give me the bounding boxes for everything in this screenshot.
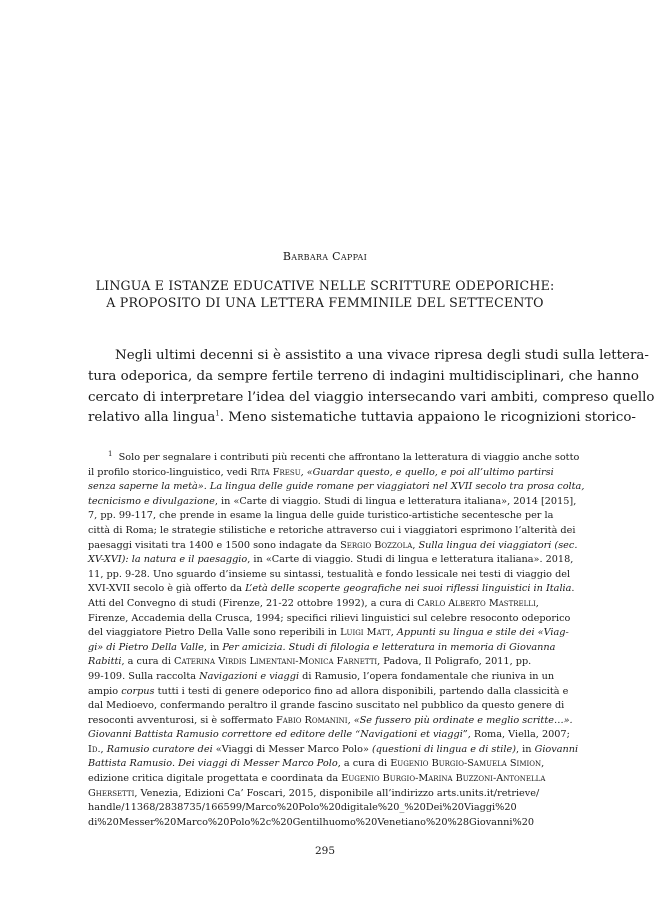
cited-author: Rita Fresu [250, 466, 301, 478]
body-line-1: Negli ultimi decenni si è assistito a una vivace ripresa degli studi sulla lettera- [115, 348, 649, 363]
footnote-1 [88, 449, 585, 830]
cited-author: Id. [88, 743, 101, 755]
cited-author: Luigi Matt [340, 627, 391, 639]
footnote-line [88, 466, 562, 481]
cited-author: Fabio Romanini [276, 714, 348, 726]
footnote-text: , in «Carte di viaggio. Studi di lingua e letteratura italiana». 2018, [247, 554, 574, 566]
cited-title: Appunti su lingua e stile dei «Viag- [396, 627, 569, 639]
footnote-line: dal Medioevo, confermando peraltro il grande fascino suscitato nel pubblico da questo genere di [88, 700, 565, 712]
footnote-text: , in «Carte di viaggio. Studi di lingua e letteratura italiana», 2014 [2015], [214, 495, 577, 507]
footnote-line [88, 772, 562, 787]
footnote-text: resoconti avventurosi, si è soffermato [88, 714, 277, 726]
footnote-text: , a cura di [121, 656, 175, 668]
cited-author: Ghersetti [88, 787, 135, 799]
footnote-text: , in [203, 641, 223, 653]
cited-author: Carlo Alberto Mastrelli [417, 597, 536, 609]
footnote-line [88, 787, 562, 802]
footnote-line: di%20Messer%20Marco%20Polo%2c%20Gentilhuomo%20Venetiano%20%28Giovanni%20 [88, 816, 535, 828]
cited-title: XV-XVI): la natura e il paesaggio [88, 554, 248, 566]
cited-title: Ramusio curatore dei [106, 743, 213, 755]
cited-author: Caterina Virdis Limentani-Monica Farnetti [174, 656, 378, 668]
footnote-text: del viaggiatore Pietro Della Valle sono reperibili in [88, 627, 341, 639]
cited-author: Eugenio Burgio-Samuela Simion [390, 758, 542, 770]
cited-title: tecnicismo e divulgazione [88, 495, 215, 507]
footnote-line [88, 743, 579, 758]
footnote-line: handle/11368/2838735/166599/Marco%20Polo%20digitale%20_%20Dei%20Viaggi%20 [88, 802, 517, 814]
footnote-line [88, 670, 562, 685]
footnote-text: di Ramusio, l’opera fondamentale che riuniva in un [299, 670, 555, 682]
footnote-line [88, 597, 562, 612]
footnote-text: , [100, 743, 107, 755]
footnote-line [88, 495, 577, 510]
footnote-text: , [535, 597, 539, 609]
footnote-text: , [390, 627, 397, 639]
title-line-1: LINGUA E ISTANZE EDUCATIVE NELLE SCRITTURE ODEPORICHE: [95, 278, 555, 293]
footnote-text: . [571, 583, 575, 595]
title-line-2: A PROPOSITO DI UNA LETTERA FEMMINILE DEL SETTECENTO [106, 295, 544, 310]
cited-title: Per amicizia. Studi di filologia e letteratura in memoria di Giovanna [222, 641, 556, 653]
footnote-line [88, 757, 562, 772]
footnote-line [88, 582, 575, 597]
cited-title: Rabitti [88, 656, 122, 668]
body-paragraph [88, 346, 654, 429]
footnote-line: 11, pp. 9-28. Uno sguardo d’insieme su sintassi, testualità e fondo lessicale nei testi di viaggio del [88, 568, 571, 580]
body-line-4-text: relativo alla lingua [88, 410, 216, 426]
footnote-text: , in [516, 743, 535, 755]
cited-title: Battista Ramusio. Dei viaggi di Messer Marco Polo [88, 758, 338, 770]
cited-title: , «Guardar questo, e quello, e poi all’ultimo partirsi [300, 466, 554, 478]
footnote-line [88, 655, 562, 670]
footnote-text: XVI-XVII secolo è già offerto da [88, 583, 246, 595]
footnote-line [88, 449, 580, 466]
footnote-text: 99-109. Sulla raccolta [88, 670, 200, 682]
cited-author: Sergio Bozzola [340, 539, 413, 551]
footnote-text: ampio [88, 685, 122, 697]
footnote-line: città di Roma; le strategie stilistiche e retoriche attraverso cui i viaggiatori esprimono l’alterità dei [88, 524, 576, 536]
body-line-2: tura odeporica, da sempre fertile terreno di indagini multidisciplinari, che hanno [88, 368, 639, 384]
footnote-text: , Padova, Il Poligrafo, 2011, pp. [377, 656, 532, 668]
footnote-line [88, 685, 569, 700]
footnote-text: tutti i testi di genere odeporico fino ad allora disponibili, partendo dalla classicità e [154, 685, 569, 697]
footnote-text: , Venezia, Edizioni Ca’ Foscari, 2015, disponibile all’indirizzo arts.units.it/retrieve/ [134, 787, 540, 799]
cited-title: , «Se fussero più ordinate e meglio scritte…». [347, 714, 573, 726]
cited-title: L’età delle scoperte geografiche nei suoi riflessi linguistici in Italia [245, 583, 572, 595]
footnote-reference[interactable]: 1 [215, 409, 220, 418]
footnote-line [88, 553, 574, 568]
footnote-text: , Roma, Viella, 2007; [467, 729, 570, 741]
footnote-line [88, 641, 562, 656]
article-title [70, 277, 580, 311]
footnote-line [88, 539, 578, 554]
footnote-text: il profilo storico-linguistico, vedi [88, 466, 251, 478]
cited-title: gi» di Pietro Della Valle [88, 641, 204, 653]
footnote-line [88, 728, 570, 743]
cited-title: Sulla lingua dei viaggiatori (sec. [418, 539, 578, 551]
footnote-text: paesaggi visitati tra 1400 e 1500 sono indagate da [88, 539, 341, 551]
cited-title: Navigazioni e viaggi [199, 670, 300, 682]
footnote-line: 7, pp. 99-117, che prende in esame la lingua delle guide turistico-artistiche secentesche per la [88, 510, 554, 522]
body-line-3: cercato di interpretare l’idea del viaggio intersecando vari ambiti, compreso quello [88, 389, 654, 405]
body-line-4-cont: Meno sistematiche tuttavia appaiono le ricognizioni storico- [228, 410, 636, 426]
cited-title: Giovanni Battista Ramusio correttore ed editore delle “Navigationi et viaggi” [88, 729, 468, 741]
footnote-text: Atti del Convegno di studi (Firenze, 21-22 ottobre 1992), a cura di [88, 597, 418, 609]
footnote-text: , a cura di [337, 758, 391, 770]
footnote-text: edizione critica digitale progettata e coordinata da [88, 773, 342, 785]
cited-title: (questioni di lingua e di stile) [371, 743, 516, 755]
footnote-line [88, 626, 569, 641]
footnote-text: Solo per segnalare i contributi più recenti che affrontano la letteratura di viaggio anche sotto [118, 452, 580, 463]
footnote-text: «Viaggi di Messer Marco Polo» [212, 743, 372, 755]
body-line-4: relativo alla lingua$^1$. Meno sistematiche tuttavia appaiono le ricognizioni storico- [88, 409, 636, 426]
footnote-text: , [412, 539, 419, 551]
author-name: Barbara Cappai [282, 250, 368, 263]
page-number: 295 [314, 845, 336, 857]
footnote-marker: 1 [108, 449, 113, 458]
cited-title: senza saperne la metà». La lingua delle guide romane per viaggiatori nel XVII secolo tra prosa colta, [88, 481, 585, 493]
footnote-line: Firenze, Accademia della Crusca, 1994; specifici rilievi linguistici sul celebre resoconto odeporico [88, 612, 571, 624]
cited-author: Eugenio Burgio-Marina Buzzoni-Antonella [341, 773, 546, 785]
footnote-line [88, 714, 573, 729]
footnote-line [88, 480, 585, 495]
cited-title: corpus [121, 685, 155, 697]
footnote-text: , [541, 758, 545, 770]
cited-title: Giovanni [534, 743, 579, 755]
